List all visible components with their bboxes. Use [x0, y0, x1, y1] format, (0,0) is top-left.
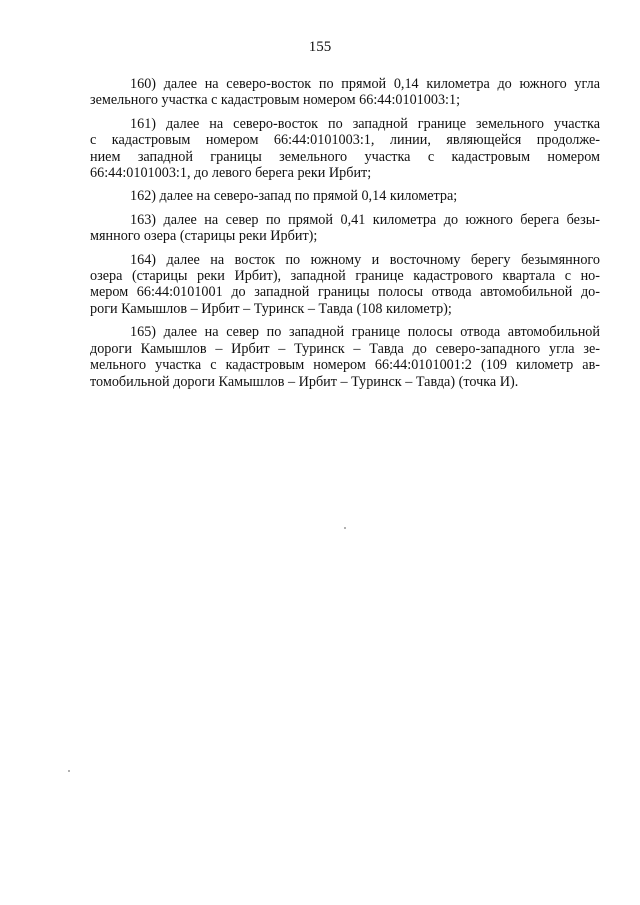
text-line: мельного участка с кадастровым номером 66:44:0101001:2 (109 километр ав- [90, 357, 600, 374]
text-line: 66:44:0101003:1, до левого берега реки Ирбит; [90, 165, 372, 182]
paragraph-165 [90, 324, 600, 390]
scan-speck [344, 527, 346, 529]
text-line: 161) далее на северо-восток по западной границе земельного участка [130, 115, 600, 132]
document-body [90, 76, 600, 397]
text-line: с кадастровым номером 66:44:0101003:1, линии, являющейся продолже- [90, 132, 600, 149]
page-number: 155 [308, 39, 332, 55]
text-line: 164) далее на восток по южному и восточному берегу безымянного [130, 251, 600, 268]
text-line: томобильной дороги Камышлов – Ирбит – Туринск – Тавда) (точка И). [90, 373, 519, 390]
paragraph-161 [90, 116, 600, 182]
text-line: озера (старицы реки Ирбит), западной границе кадастрового квартала с но- [90, 268, 600, 285]
paragraph-163 [90, 212, 600, 245]
paragraph-162 [90, 188, 600, 204]
text-line: 165) далее на север по западной границе полосы отвода автомобильной [130, 324, 600, 341]
paragraph-160 [90, 76, 600, 109]
scan-speck [68, 770, 70, 772]
text-line: земельного участка с кадастровым номером 66:44:0101003:1; [90, 92, 461, 109]
text-line: 160) далее на северо-восток по прямой 0,14 километра до южного угла [130, 76, 600, 92]
paragraph-164 [90, 252, 600, 318]
text-line: нием западной границы земельного участка с кадастровым номером [90, 148, 600, 165]
text-line: 162) далее на северо-запад по прямой 0,14 километра; [130, 188, 458, 205]
text-line: мером 66:44:0101001 до западной границы полосы отвода автомобильной до- [90, 284, 600, 301]
text-line: дороги Камышлов – Ирбит – Туринск – Тавда до северо-западного угла зе- [90, 340, 600, 357]
text-line: 163) далее на север по прямой 0,41 километра до южного берега безы- [130, 211, 600, 228]
text-line: роги Камышлов – Ирбит – Туринск – Тавда (108 километр); [90, 300, 452, 317]
text-line: мянного озера (старицы реки Ирбит); [90, 228, 318, 245]
